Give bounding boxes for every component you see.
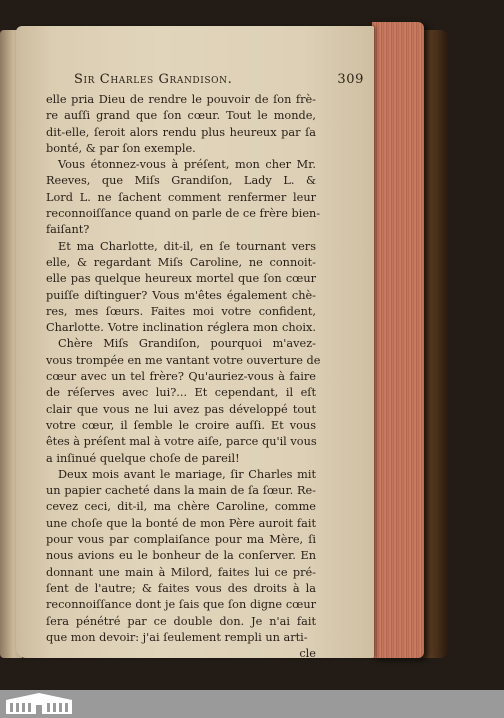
page-text [46,92,321,662]
text-line: re auſſi grand que ſon cœur. Tout le monde, [46,109,316,123]
viewer-footer-bar [0,690,504,718]
text-line: ſent de l'autre; & faites vous des droits à la [46,581,316,595]
text-line: res, mes ſœurs. Faites moi votre confident, [46,304,316,318]
text-line: puiſſe diſtinguer? Vous m'êtes également chè- [46,288,316,302]
running-title: Sir Charles Grandison. [74,72,233,87]
text-line: elle pas quelque heureux mortel que ſon cœur [46,272,316,286]
text-line: faiſant? [46,223,90,237]
text-line: que mon devoir: j'ai ſeulement rempli un arti- [46,630,308,644]
page-fore-edge [372,22,424,658]
text-line: elle, & regardant Miſs Caroline, ne connoit- [46,255,316,269]
text-line: de réſerves avec lui?... Et cependant, il eſt [46,386,316,400]
text-line: Deux mois avant le mariage, ſir Charles mit [58,467,316,481]
text-line: pour vous par complaiſance pour ma Mère, ſi [46,533,316,547]
text-line: clair que vous ne lui avez pas développé tout [46,402,316,416]
text-line: êtes à préſent mal à votre aiſe, parce qu'il vous [46,435,317,449]
text-line: bonté, & par ſon exemple. [46,141,196,155]
text-line: Charlotte. Votre inclination réglera mon choix. [46,321,316,335]
text-line: donnant une main à Milord, faites lui ce pré- [46,565,316,579]
library-building-logo [4,692,74,716]
running-head [74,72,364,92]
text-line: Reeves, que Miſs Grandiſon, Lady L. & [46,174,316,188]
text-line: elle pria Dieu de rendre le pouvoir de ſon frè- [46,93,316,106]
text-line: Vous étonnez-vous à préſent, mon cher Mr. [58,158,316,172]
catchword: cle [299,647,316,661]
page-number: 309 [337,72,364,87]
text-line: Lord L. ne ſachent comment renfermer leur [46,190,316,204]
text-line: une choſe que la bonté de mon Père auroit fait [46,516,316,530]
text-line: vous trompée en me vantant votre ouverture de [46,353,321,367]
text-line: a inſinué quelque choſe de pareil! [46,451,240,465]
text-line: cœur avec un tel frère? Qu'auriez-vous à faire [46,370,316,384]
text-line: reconnoiſſance dont je ſais que ſon digne cœur [46,598,316,612]
text-line: nous avions eu le bonheur de la conſerver. En [46,549,316,563]
text-line: cevez ceci, dit-il, ma chère Caroline, comme [46,500,316,514]
text-line: ſera pénétré par ce double don. Je n'ai fait [46,614,316,628]
text-line: un papier cacheté dans la main de ſa ſœur. Re- [46,484,316,498]
text-line: Et ma Charlotte, dit-il, en ſe tournant vers [58,239,316,253]
text-line: Chère Miſs Grandiſon, pourquoi m'avez- [58,337,316,351]
text-line: votre cœur, il ſemble le croire auſſi. Et vous [46,418,316,432]
text-line: dit-elle, ſeroit alors rendu plus heureux par ſa [46,125,316,139]
text-line: reconnoiſſance quand on parle de ce frère bien- [46,207,321,221]
